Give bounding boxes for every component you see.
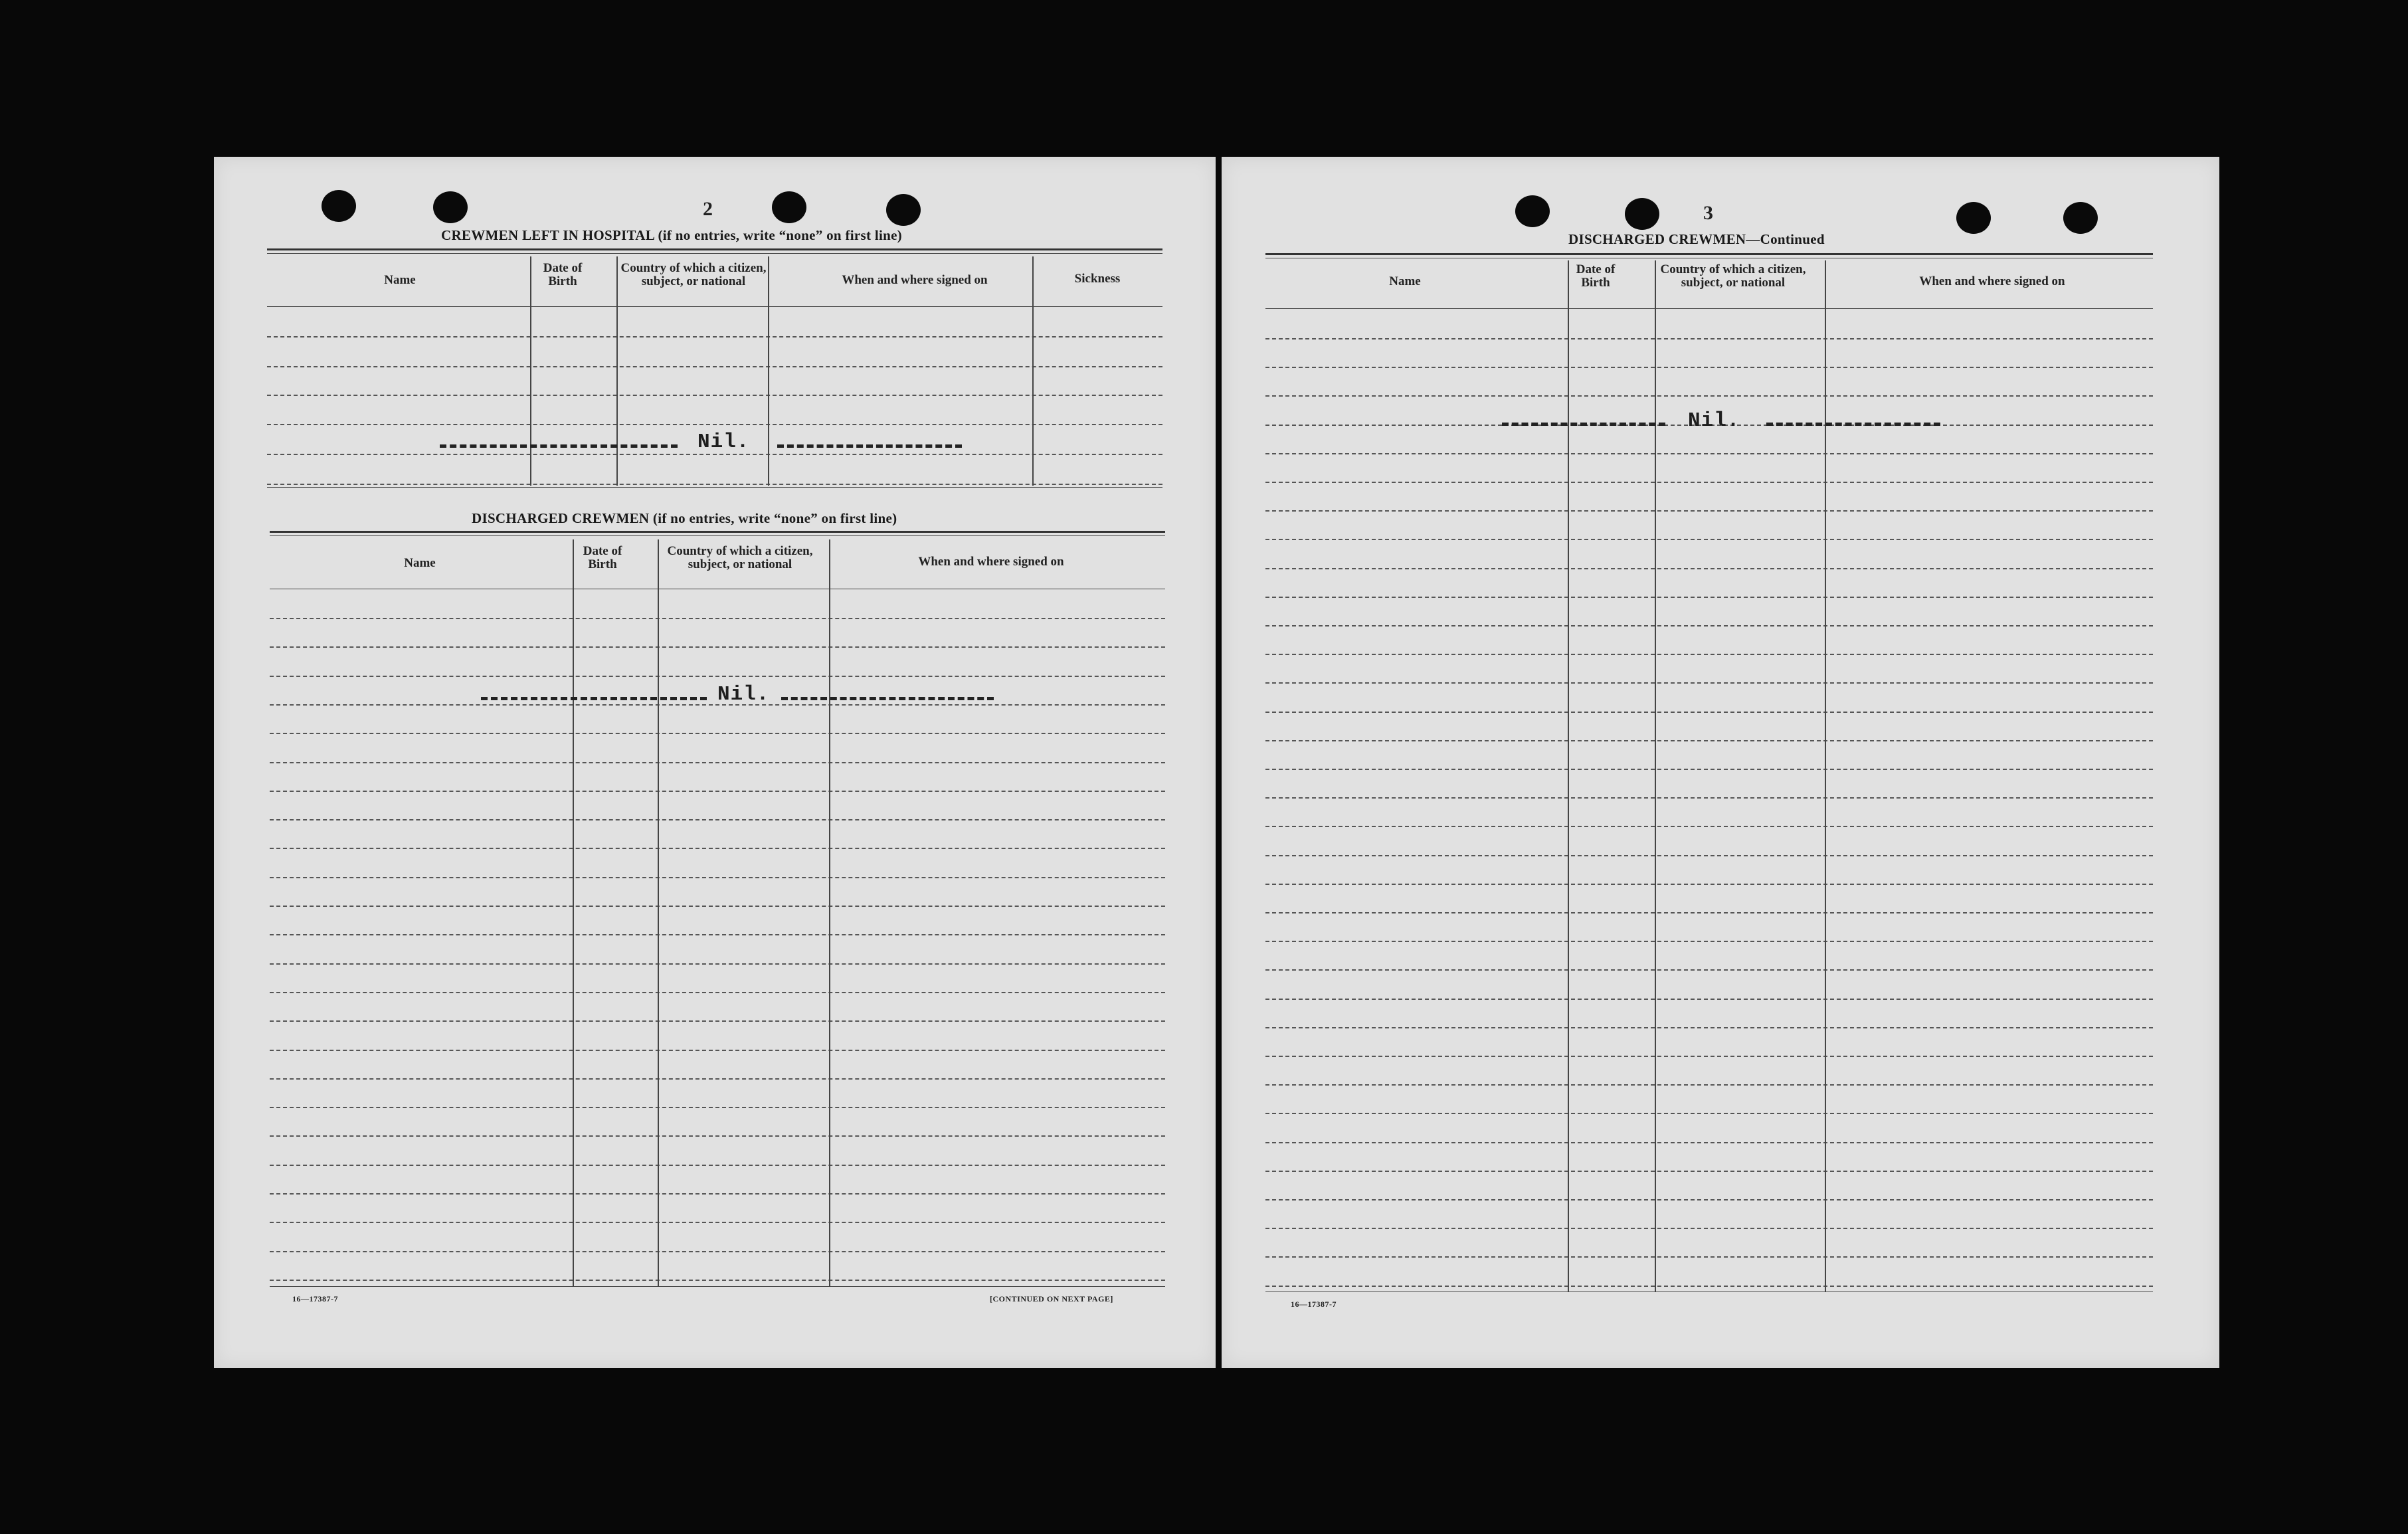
col-header-sickness: Sickness — [1074, 272, 1121, 286]
entry-line — [270, 906, 1165, 907]
section-title-text: CREWMEN LEFT IN HOSPITAL — [441, 227, 654, 243]
nil-entry: Nil. — [717, 683, 770, 706]
entry-line — [1265, 1027, 2153, 1028]
section-title-discharged — [472, 510, 897, 527]
punch-hole — [1515, 195, 1550, 227]
col-header-country: Country of which a citizen, subject, or national — [620, 261, 767, 288]
col-header-dob: Date of Birth — [543, 261, 583, 288]
nil-entry: Nil. — [1688, 409, 1740, 432]
column-divider — [768, 256, 769, 486]
column-divider — [616, 256, 618, 486]
col-header-name: Name — [404, 556, 436, 570]
continued-note: [CONTINUED ON NEXT PAGE] — [990, 1294, 1113, 1303]
nil-dash-right — [777, 444, 962, 448]
col-header-signed-on: When and where signed on — [842, 273, 988, 287]
section-note: (if no entries, write “none” on first line) — [652, 510, 897, 526]
entry-line — [1265, 597, 2153, 598]
entry-line — [270, 819, 1165, 820]
nil-dash-right — [781, 697, 994, 700]
entry-line — [270, 963, 1165, 965]
entry-line — [267, 484, 1162, 485]
punch-hole — [322, 190, 356, 222]
header-rule — [267, 253, 1162, 254]
header-rule — [1265, 253, 2153, 255]
entry-line — [1265, 625, 2153, 626]
page-number: 3 — [1703, 202, 1713, 224]
entry-line — [270, 1020, 1165, 1022]
nil-dash-left — [440, 444, 678, 448]
column-divider — [1568, 260, 1569, 1292]
entry-line — [1265, 1142, 2153, 1143]
entry-line — [1265, 941, 2153, 942]
entry-line — [1265, 338, 2153, 339]
entry-line — [1265, 395, 2153, 397]
entry-line — [270, 1193, 1165, 1195]
entry-line — [1265, 912, 2153, 913]
entry-line — [270, 618, 1165, 619]
column-divider — [573, 539, 574, 1286]
entry-line — [270, 1222, 1165, 1223]
entry-line — [267, 454, 1162, 455]
nil-dash-left — [1502, 423, 1665, 426]
punch-hole — [433, 191, 468, 223]
right-page — [1222, 157, 2219, 1368]
entry-line — [1265, 1113, 2153, 1114]
column-header-underline — [1265, 308, 2153, 309]
entry-line — [1265, 797, 2153, 799]
entry-line — [1265, 1286, 2153, 1287]
entry-line — [1265, 1228, 2153, 1229]
entry-line — [1265, 1171, 2153, 1172]
entry-line — [270, 762, 1165, 763]
column-divider — [658, 539, 659, 1286]
column-divider — [829, 539, 830, 1286]
col-header-name: Name — [384, 273, 416, 287]
entry-line — [270, 1280, 1165, 1281]
col-header-dob: Date of Birth — [1576, 262, 1616, 290]
col-header-dob: Date of Birth — [583, 544, 622, 571]
entry-line — [1265, 969, 2153, 971]
punch-hole — [1956, 202, 1991, 234]
entry-line — [270, 733, 1165, 734]
left-page — [214, 157, 1216, 1368]
entry-line — [1265, 1084, 2153, 1086]
section-bottom-rule — [267, 487, 1162, 488]
column-divider — [530, 256, 531, 486]
entry-line — [1265, 884, 2153, 885]
punch-hole — [772, 191, 806, 223]
entry-line — [1265, 712, 2153, 713]
section-title-hospital — [441, 227, 902, 244]
column-divider — [1825, 260, 1826, 1292]
column-header-underline — [267, 306, 1162, 307]
entry-line — [267, 424, 1162, 425]
entry-line — [1265, 539, 2153, 540]
entry-line — [1265, 1199, 2153, 1200]
col-header-signed-on: When and where signed on — [1919, 274, 2065, 288]
entry-line — [267, 336, 1162, 337]
page-number: 2 — [703, 198, 713, 220]
column-divider — [1655, 260, 1656, 1292]
col-header-country: Country of which a citizen, subject, or national — [667, 544, 813, 571]
entry-line — [1265, 769, 2153, 770]
punch-hole — [886, 194, 921, 226]
entry-line — [270, 1251, 1165, 1252]
entry-line — [270, 791, 1165, 792]
entry-line — [270, 934, 1165, 935]
header-rule — [267, 248, 1162, 250]
form-number: 16—17387-7 — [1291, 1299, 1337, 1309]
col-header-signed-on: When and where signed on — [918, 555, 1064, 569]
entry-line — [1265, 367, 2153, 368]
entry-line — [1265, 682, 2153, 684]
entry-line — [270, 1165, 1165, 1166]
entry-line — [270, 646, 1165, 648]
col-header-name: Name — [1389, 274, 1421, 288]
nil-dash-left — [481, 697, 707, 700]
entry-line — [1265, 453, 2153, 454]
entry-line — [1265, 826, 2153, 827]
entry-line — [267, 366, 1162, 367]
entry-line — [270, 1135, 1165, 1137]
entry-line — [270, 992, 1165, 993]
nil-entry: Nil. — [697, 431, 750, 454]
table-bottom-rule — [270, 1286, 1165, 1287]
entry-line — [1265, 1056, 2153, 1057]
entry-line — [1265, 654, 2153, 655]
header-rule — [270, 531, 1165, 533]
entry-line — [1265, 1256, 2153, 1258]
col-header-country: Country of which a citizen, subject, or national — [1660, 262, 1806, 290]
form-number: 16—17387-7 — [292, 1294, 338, 1303]
punch-hole — [2063, 202, 2098, 234]
entry-line — [270, 1050, 1165, 1051]
section-title-discharged-continued: DISCHARGED CREWMEN—Continued — [1568, 231, 1825, 247]
punch-hole — [1625, 198, 1659, 230]
header-rule — [270, 535, 1165, 536]
entry-line — [267, 395, 1162, 396]
entry-line — [270, 1078, 1165, 1080]
column-divider — [1032, 256, 1034, 486]
entry-line — [1265, 740, 2153, 741]
entry-line — [1265, 510, 2153, 512]
entry-line — [1265, 568, 2153, 569]
entry-line — [270, 1107, 1165, 1108]
entry-line — [1265, 999, 2153, 1000]
entry-line — [270, 877, 1165, 878]
nil-dash-right — [1766, 423, 1940, 426]
section-title-text: DISCHARGED CREWMEN — [472, 510, 650, 526]
entry-line — [1265, 855, 2153, 856]
entry-line — [270, 676, 1165, 677]
entry-line — [270, 848, 1165, 849]
section-note: (if no entries, write “none” on first line) — [658, 227, 902, 243]
entry-line — [1265, 482, 2153, 483]
